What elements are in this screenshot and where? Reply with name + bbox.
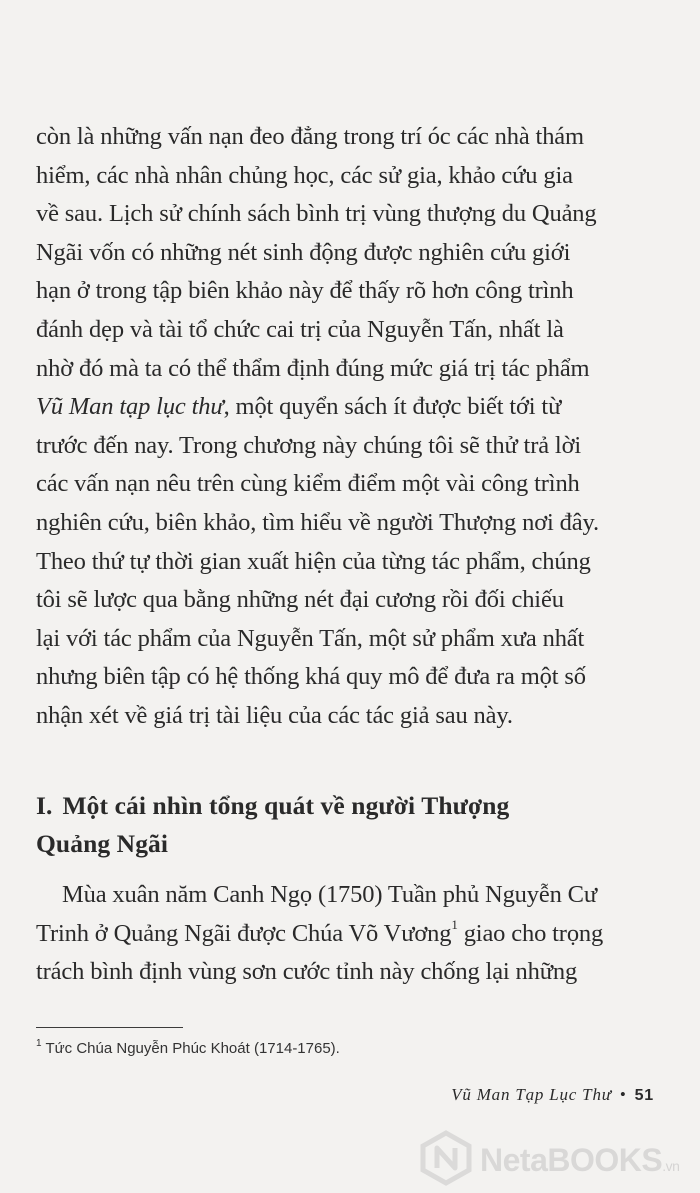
bullet-separator: • bbox=[619, 1085, 627, 1104]
text-line: nhận xét về giá trị tài liệu của các tác giả sau này. bbox=[36, 701, 513, 729]
text-line: nhờ đó mà ta có thể thẩm định đúng mức giá trị tác phẩm bbox=[36, 354, 590, 382]
text-line-with-book-title bbox=[36, 388, 666, 427]
italic-book-title: Vũ Man tạp lục thư bbox=[36, 393, 224, 421]
text-line: trước đến nay. Trong chương này chúng tôi sẽ thử trả lời bbox=[36, 431, 582, 459]
watermark-suffix: .vn bbox=[662, 1158, 680, 1174]
text-line: về sau. Lịch sử chính sách bình trị vùng thượng du Quảng bbox=[36, 200, 597, 228]
text-line: nhưng biên tập có hệ thống khá quy mô để đưa ra một số bbox=[36, 663, 586, 691]
netabooks-logo-icon bbox=[418, 1130, 474, 1186]
text-line: nghiên cứu, biên khảo, tìm hiểu về người Thượng nơi đây. bbox=[36, 508, 599, 536]
text-fragment: , một quyển sách ít được biết tới từ bbox=[223, 393, 562, 421]
footnote-divider bbox=[36, 1027, 183, 1028]
footnote bbox=[36, 1040, 340, 1057]
section-number: I. bbox=[36, 791, 53, 820]
section-heading bbox=[36, 787, 666, 863]
footnote-marker: 1 bbox=[36, 1038, 42, 1049]
text-line: Ngãi vốn có những nét sinh động được nghiên cứu giới bbox=[36, 238, 571, 266]
text-line: hiểm, các nhà nhân chủng học, các sử gia, khảo cứu gia bbox=[36, 161, 573, 189]
page-number: 51 bbox=[634, 1087, 654, 1104]
text-line: Mùa xuân năm Canh Ngọ (1750) Tuần phủ Nguyễn Cư bbox=[62, 881, 597, 908]
text-line: lại với tác phẩm của Nguyễn Tấn, một sử phẩm xưa nhất bbox=[36, 624, 585, 652]
text-line: đánh dẹp và tài tổ chức cai trị của Nguyễn Tấn, nhất là bbox=[36, 315, 564, 343]
text-line: các vấn nạn nêu trên cùng kiểm điểm một vài công trình bbox=[36, 470, 580, 498]
body-paragraph-continued bbox=[36, 118, 666, 736]
text-line: Theo thứ tự thời gian xuất hiện của từng tác phẩm, chúng bbox=[36, 547, 591, 575]
text-fragment: giao cho trọng bbox=[457, 919, 604, 947]
watermark-brand bbox=[480, 1142, 679, 1179]
body-paragraph-section bbox=[36, 876, 666, 992]
watermark-brand-text: NetaBOOKS bbox=[480, 1142, 663, 1178]
running-book-title: Vũ Man Tạp Lục Thư bbox=[451, 1085, 612, 1104]
text-line: còn là những vấn nạn đeo đẳng trong trí óc các nhà thám bbox=[36, 123, 584, 150]
running-footer bbox=[451, 1085, 654, 1105]
text-line: hạn ở trong tập biên khảo này để thấy rõ hơn công trình bbox=[36, 277, 574, 305]
footnote-reference: 1 bbox=[451, 917, 458, 933]
text-line-with-footnote-ref bbox=[36, 915, 666, 954]
section-title-part-2: Quảng Ngãi bbox=[36, 829, 169, 858]
text-line: trách bình định vùng sơn cước tỉnh này chống lại những bbox=[36, 958, 578, 986]
footnote-text: Tức Chúa Nguyễn Phúc Khoát (1714-1765). bbox=[41, 1040, 340, 1057]
section-heading-line-1 bbox=[36, 787, 666, 825]
text-line: tôi sẽ lược qua bằng những nét đại cương rồi đối chiếu bbox=[36, 586, 564, 614]
watermark bbox=[418, 1130, 696, 1190]
section-title-part-1: Một cái nhìn tổng quát về người Thượng bbox=[62, 791, 510, 820]
text-fragment: Trinh ở Quảng Ngãi được Chúa Võ Vương bbox=[36, 919, 452, 947]
